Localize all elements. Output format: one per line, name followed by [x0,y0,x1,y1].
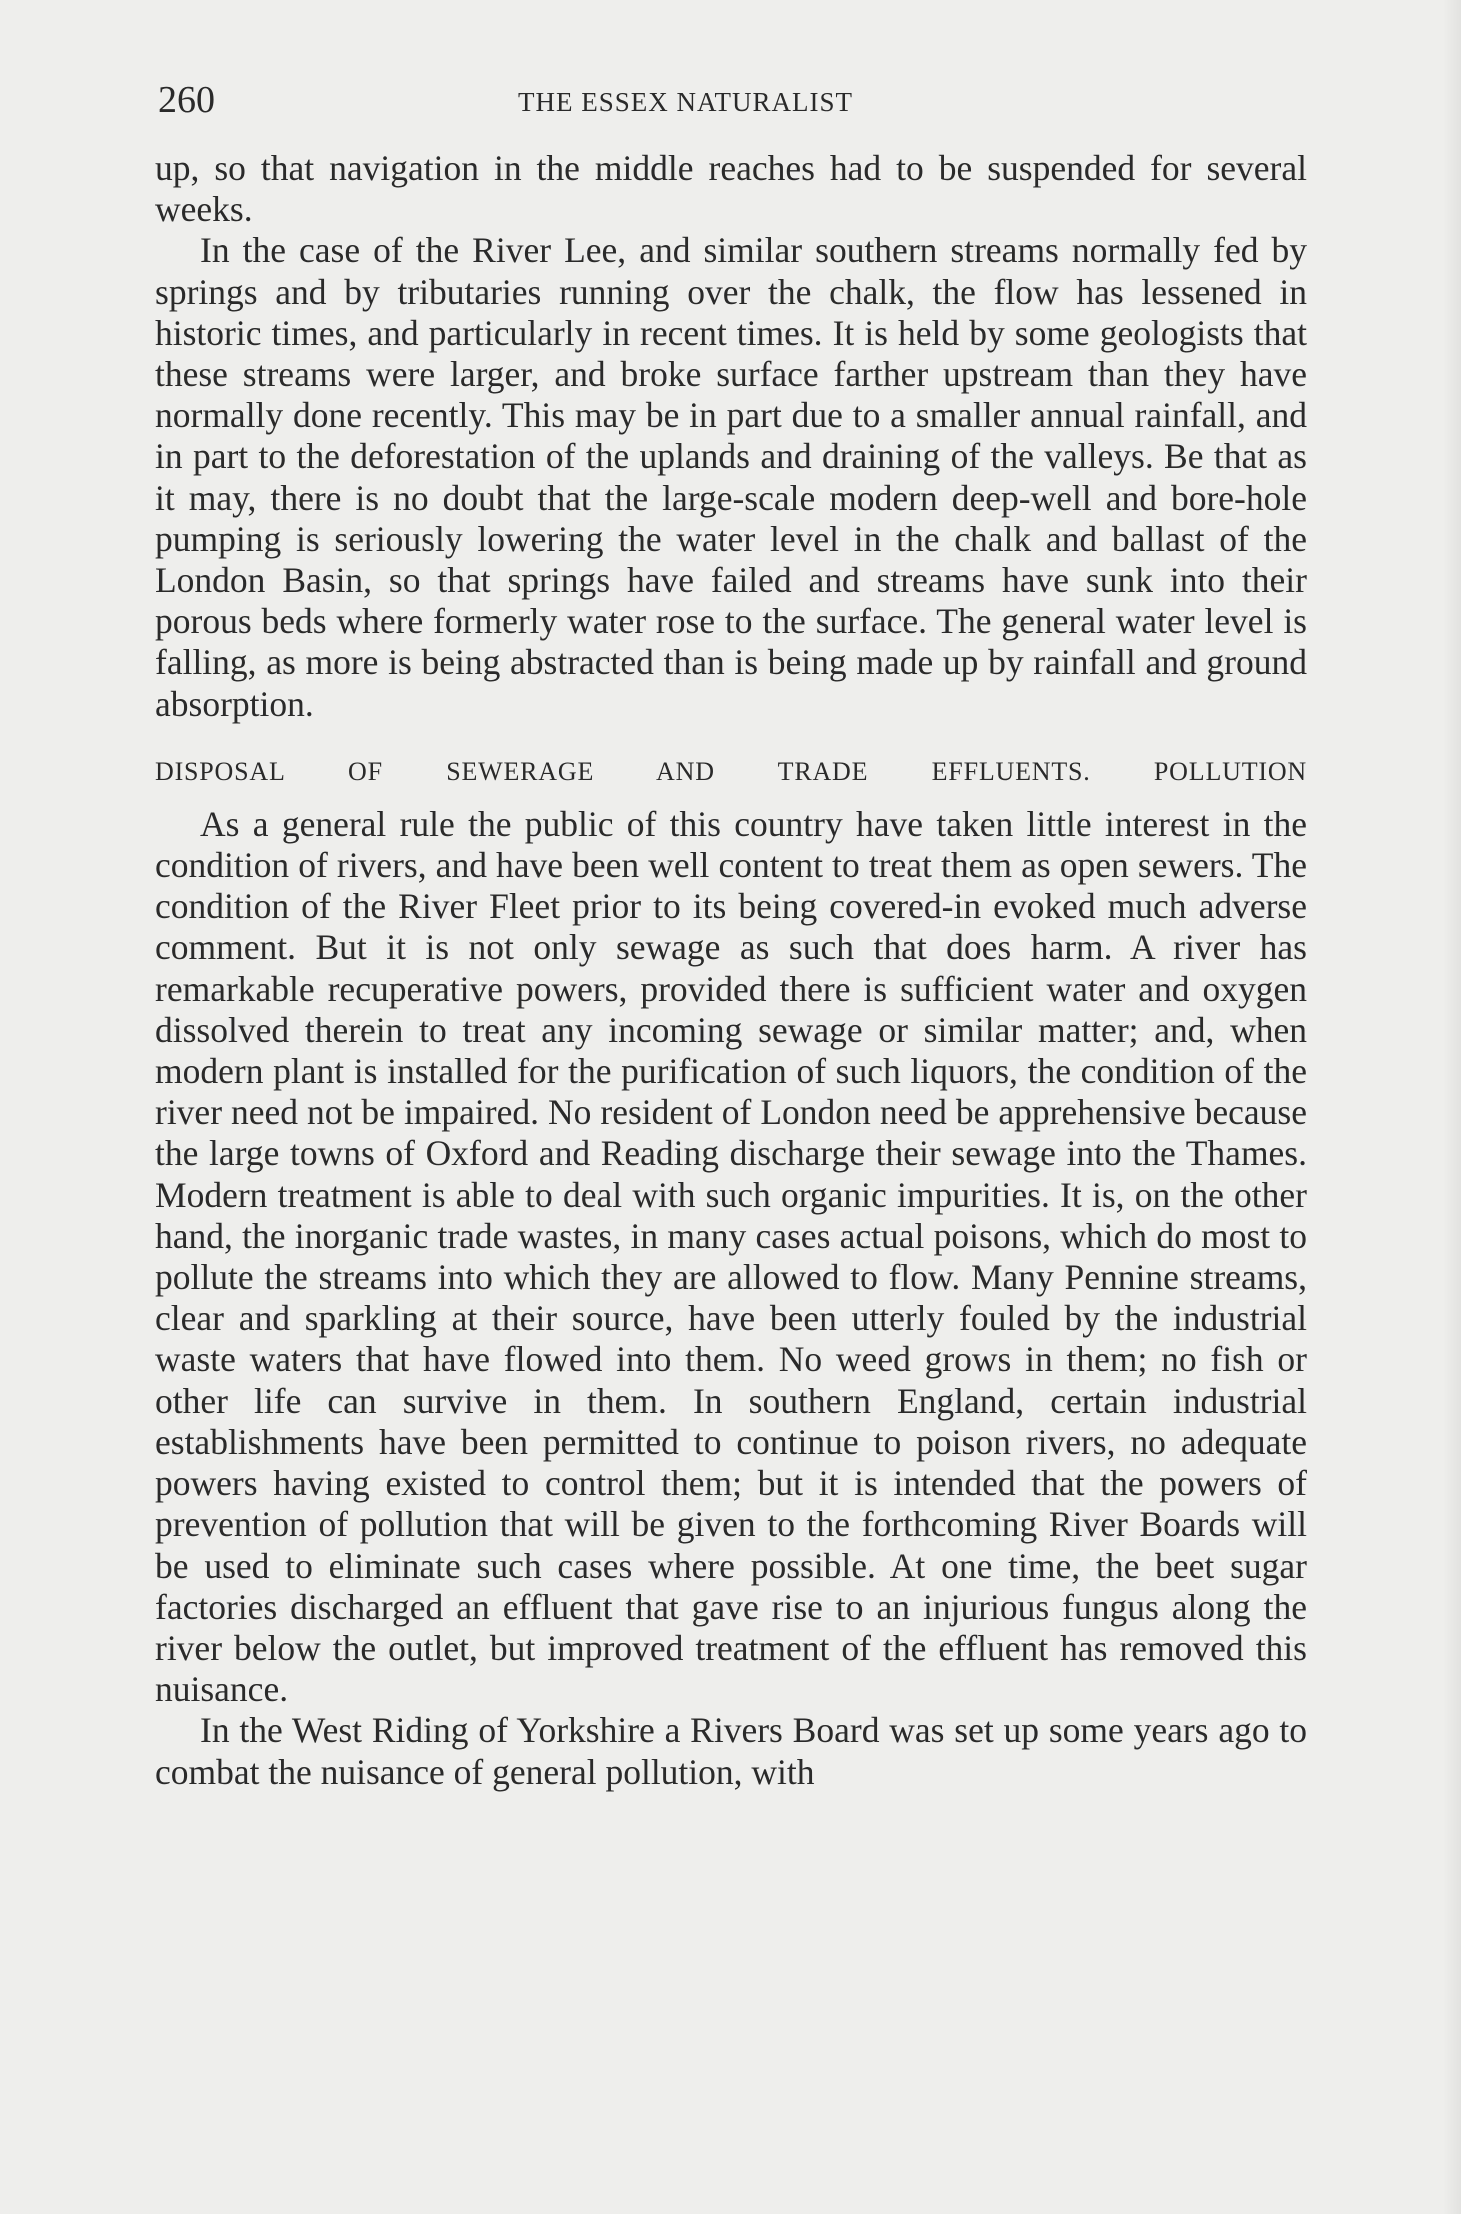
paragraph-pollution: As a general rule the public of this country have taken little interest in the condition of rivers, and have been well content to treat them as open sewers. The condition of the River Fleet prior to its being covered-in evoked much adverse comment. But it is not only sewage as such that does harm. A river has remarkable recuperative powers, provided there is sufficient water and oxygen dissolved therein to treat any incoming sewage or similar matter; and, when modern plant is installed for the purification of such liquors, the condition of the river need not be impaired. No resident of London need be apprehensive because the large towns of Oxford and Reading discharge their sewage into the Thames. Modern treatment is able to deal with such organic impurities. It is, on the other hand, the inorganic trade wastes, in many cases actual poisons, which do most to pollute the streams into which they are allowed to flow. Many Pennine streams, clear and sparkling at their source, have been utterly fouled by the industrial waste waters that have flowed into them. No weed grows in them; no fish or other life can survive in them. In southern England, certain industrial establishments have been permitted to continue to poison rivers, no adequate powers having existed to control them; but it is intended that the powers of prevention of pollution that will be given to the forthcoming River Boards will be used to eliminate such cases where possible. At one time, the beet sugar factories discharged an effluent that gave rise to an injurious fungus along the river below the outlet, but improved treatment of the effluent has removed this nuisance. [155,803,1307,1710]
page-header [158,78,1308,122]
section-heading: DISPOSAL OF SEWERAGE AND TRADE EFFLUENTS. POLLUTION [155,756,1307,786]
paragraph-west-riding: In the West Riding of Yorkshire a Rivers Board was set up some years ago to combat the nuisance of general pollution, with [155,1710,1307,1792]
page-edge-shadow [1443,0,1461,2214]
paragraph-river-lee: In the case of the River Lee, and similar southern streams normally fed by springs and by tributaries running over the chalk, the flow has lessened in historic times, and particularly in recent times. It is held by some geologists that these streams were larger, and broke surface farther upstream than they have normally done recently. This may be in part due to a smaller annual rainfall, and in part to the deforestation of the uplands and draining of the valleys. Be that as it may, there is no doubt that the large-scale modern deep-well and bore-hole pumping is seriously lowering the water level in the chalk and ballast of the London Basin, so that springs have failed and streams have sunk into their porous beds where formerly water rose to the surface. The general water level is falling, as more is being abstracted than is being made up by rainfall and ground absorption. [155,230,1307,724]
paragraph-continued: up, so that navigation in the middle reaches had to be suspended for several weeks. [155,148,1307,230]
running-head: THE ESSEX NATURALIST [518,87,853,117]
article-body [155,148,1307,1793]
page-number: 260 [158,79,215,121]
